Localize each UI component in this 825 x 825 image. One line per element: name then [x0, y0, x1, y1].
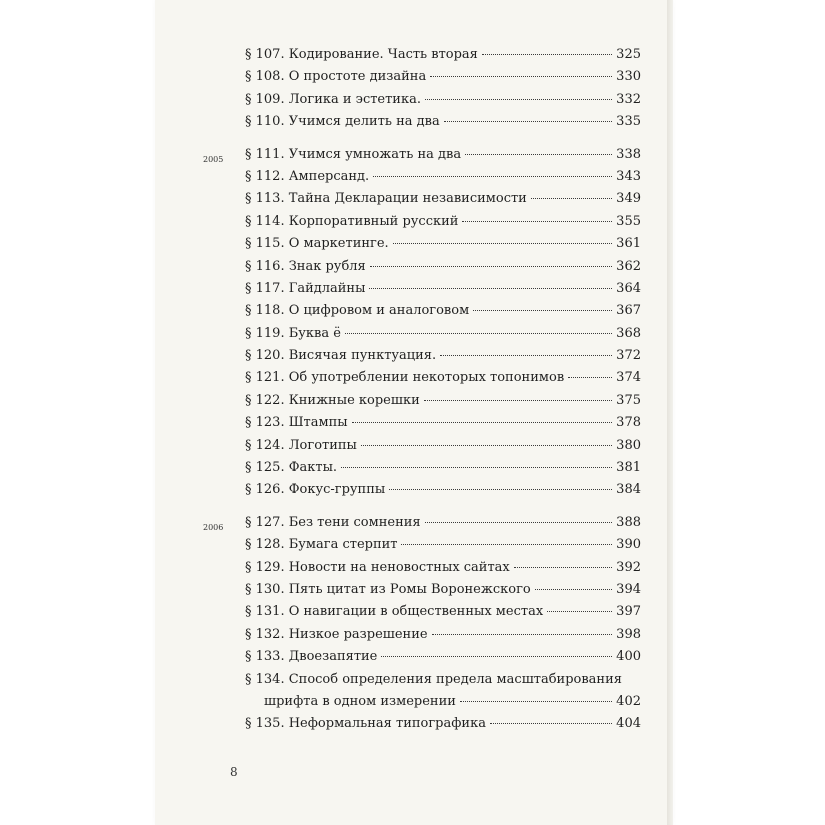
dot-leader — [425, 99, 612, 100]
toc-entry-page: 325 — [616, 47, 641, 62]
toc-entry-page: 374 — [616, 370, 641, 386]
dot-leader — [393, 243, 613, 244]
toc-entry-page: 330 — [616, 69, 641, 85]
toc-entry-title: § 115. О маркетинге. — [245, 236, 389, 252]
toc-entry-title: § 107. Кодирование. Часть вторая — [245, 47, 478, 62]
book-page — [155, 0, 669, 825]
toc-entry-page: 343 — [616, 168, 641, 184]
toc-entry-page: 361 — [616, 236, 641, 252]
toc-entry-title: § 108. О простоте дизайна — [245, 69, 427, 85]
toc-entry-page: 388 — [616, 514, 641, 530]
toc-entry[interactable] — [155, 713, 669, 735]
toc-entry-page: 372 — [616, 348, 641, 364]
toc-entry-title: § 129. Новости на неновостных сайтах — [245, 559, 510, 575]
dot-leader — [361, 445, 612, 446]
toc-entry-page: 367 — [616, 303, 641, 319]
toc-entry[interactable] — [155, 669, 669, 714]
toc-entry-title: § 117. Гайдлайны — [245, 280, 366, 296]
toc-entry-title: § 112. Амперсанд. — [245, 168, 370, 184]
toc-entry-title: § 128. Бумага стерпит — [245, 537, 398, 553]
toc-entry-page: 362 — [616, 258, 641, 274]
toc-entry[interactable] — [155, 367, 669, 389]
toc-entry-title: § 131. О навигации в общественных местах — [245, 604, 544, 620]
dot-leader — [514, 567, 612, 568]
toc-entry-page: 402 — [616, 693, 641, 709]
toc-entry-title: § 113. Тайна Декларации независимости — [245, 191, 527, 207]
toc-entry[interactable] — [155, 89, 669, 111]
toc-entry-title: § 127. Без тени сомнения — [245, 514, 421, 530]
toc-entry[interactable] — [155, 188, 669, 210]
toc-entry-title: § 123. Штампы — [245, 415, 348, 431]
dot-leader — [352, 422, 613, 423]
dot-leader — [547, 611, 612, 612]
toc-entry[interactable] — [155, 557, 669, 579]
toc-entry-title: § 110. Учимся делить на два — [245, 114, 440, 130]
toc-entry[interactable] — [155, 44, 669, 66]
toc-entry[interactable] — [155, 479, 669, 501]
toc-entry[interactable] — [155, 300, 669, 322]
toc-entry[interactable] — [155, 233, 669, 255]
dot-leader — [345, 333, 612, 334]
toc-entry-title: § 130. Пять цитат из Ромы Воронежского — [245, 581, 531, 597]
toc-entry-page: 384 — [616, 482, 641, 498]
year-label: 2005 — [203, 154, 224, 164]
toc-entry-title: § 109. Логика и эстетика. — [245, 91, 421, 107]
dot-leader — [370, 266, 612, 267]
dot-leader — [425, 522, 613, 523]
toc-entry-title: § 121. Об употреблении некоторых топонимов — [245, 370, 565, 386]
dot-leader — [535, 589, 612, 590]
toc-entry[interactable] — [155, 646, 669, 668]
toc-entry-page: 375 — [616, 392, 641, 408]
toc-entry[interactable] — [155, 345, 669, 367]
dot-leader — [444, 121, 612, 122]
dot-leader — [341, 467, 612, 468]
toc-entry[interactable] — [155, 601, 669, 623]
toc-entry[interactable] — [155, 412, 669, 434]
dot-leader — [490, 723, 612, 724]
toc-entry-page: 400 — [616, 649, 641, 665]
toc-entry[interactable] — [155, 323, 669, 345]
toc-entry-page: 398 — [616, 626, 641, 642]
toc-entry-title: § 120. Висячая пунктуация. — [245, 348, 437, 364]
dot-leader — [424, 400, 612, 401]
dot-leader — [401, 544, 612, 545]
dot-leader — [440, 355, 612, 356]
dot-leader — [482, 54, 612, 55]
toc-entry-title: § 132. Низкое разрешение — [245, 626, 428, 642]
toc-entry-title: § 111. Учимся умножать на два — [245, 146, 462, 162]
table-of-contents — [155, 44, 669, 736]
dot-leader — [462, 221, 612, 222]
dot-leader — [465, 154, 612, 155]
toc-entry[interactable] — [155, 457, 669, 479]
toc-entry-title: § 119. Буква ё — [245, 325, 341, 341]
toc-entry-page: 338 — [616, 146, 641, 162]
toc-entry-page: 392 — [616, 559, 641, 575]
toc-entry-title: § 135. Неформальная типографика — [245, 716, 486, 732]
toc-entry-title: § 116. Знак рубля — [245, 258, 366, 274]
toc-entry-page: 368 — [616, 325, 641, 341]
toc-entry-page: 390 — [616, 537, 641, 553]
toc-entry[interactable] — [155, 166, 669, 188]
toc-entry-title: § 125. Факты. — [245, 460, 338, 476]
toc-entry-title: § 122. Книжные корешки — [245, 392, 420, 408]
toc-entry-page: 397 — [616, 604, 641, 620]
dot-leader — [473, 310, 612, 311]
toc-entry[interactable] — [155, 512, 669, 534]
dot-leader — [531, 198, 612, 199]
toc-entry-page: 355 — [616, 213, 641, 229]
dot-leader — [389, 489, 612, 490]
toc-entry-title: § 133. Двоезапятие — [245, 649, 378, 665]
dot-leader — [460, 701, 612, 702]
toc-entry[interactable] — [155, 624, 669, 646]
toc-entry-page: 381 — [616, 460, 641, 476]
toc-entry[interactable] — [155, 111, 669, 133]
toc-entry[interactable] — [155, 66, 669, 88]
toc-entry-page: 380 — [616, 437, 641, 453]
group-gap — [155, 134, 669, 144]
toc-entry[interactable] — [155, 579, 669, 601]
toc-entry-page: 335 — [616, 114, 641, 130]
toc-entry-title: § 126. Фокус-группы — [245, 482, 386, 498]
dot-leader — [568, 377, 612, 378]
toc-entry-page: 394 — [616, 581, 641, 597]
toc-entry[interactable] — [155, 211, 669, 233]
year-label: 2006 — [203, 522, 224, 532]
dot-leader — [432, 634, 613, 635]
toc-entry-page: 364 — [616, 280, 641, 296]
dot-leader — [369, 288, 612, 289]
toc-entry-page: 378 — [616, 415, 641, 431]
toc-entry-title: § 124. Логотипы — [245, 437, 357, 453]
toc-entry-page: 349 — [616, 191, 641, 207]
toc-entry[interactable] — [155, 534, 669, 556]
toc-entry[interactable] — [155, 435, 669, 457]
page-number: 8 — [230, 765, 238, 779]
toc-entry[interactable] — [155, 144, 669, 166]
toc-entry-title: § 114. Корпоративный русский — [245, 213, 459, 229]
toc-entry-title: § 118. О цифровом и аналоговом — [245, 303, 470, 319]
dot-leader — [373, 176, 612, 177]
toc-entry-title: § 134. Способ определения предела масштабирования — [245, 671, 622, 687]
toc-entry[interactable] — [155, 390, 669, 412]
toc-entry-title-continued: шрифта в одном измерении — [264, 693, 456, 709]
group-gap — [155, 502, 669, 512]
toc-entry[interactable] — [155, 278, 669, 300]
toc-entry-page: 332 — [616, 91, 641, 107]
toc-entry-page: 404 — [616, 716, 641, 732]
dot-leader — [381, 656, 612, 657]
dot-leader — [430, 76, 612, 77]
toc-entry[interactable] — [155, 256, 669, 278]
